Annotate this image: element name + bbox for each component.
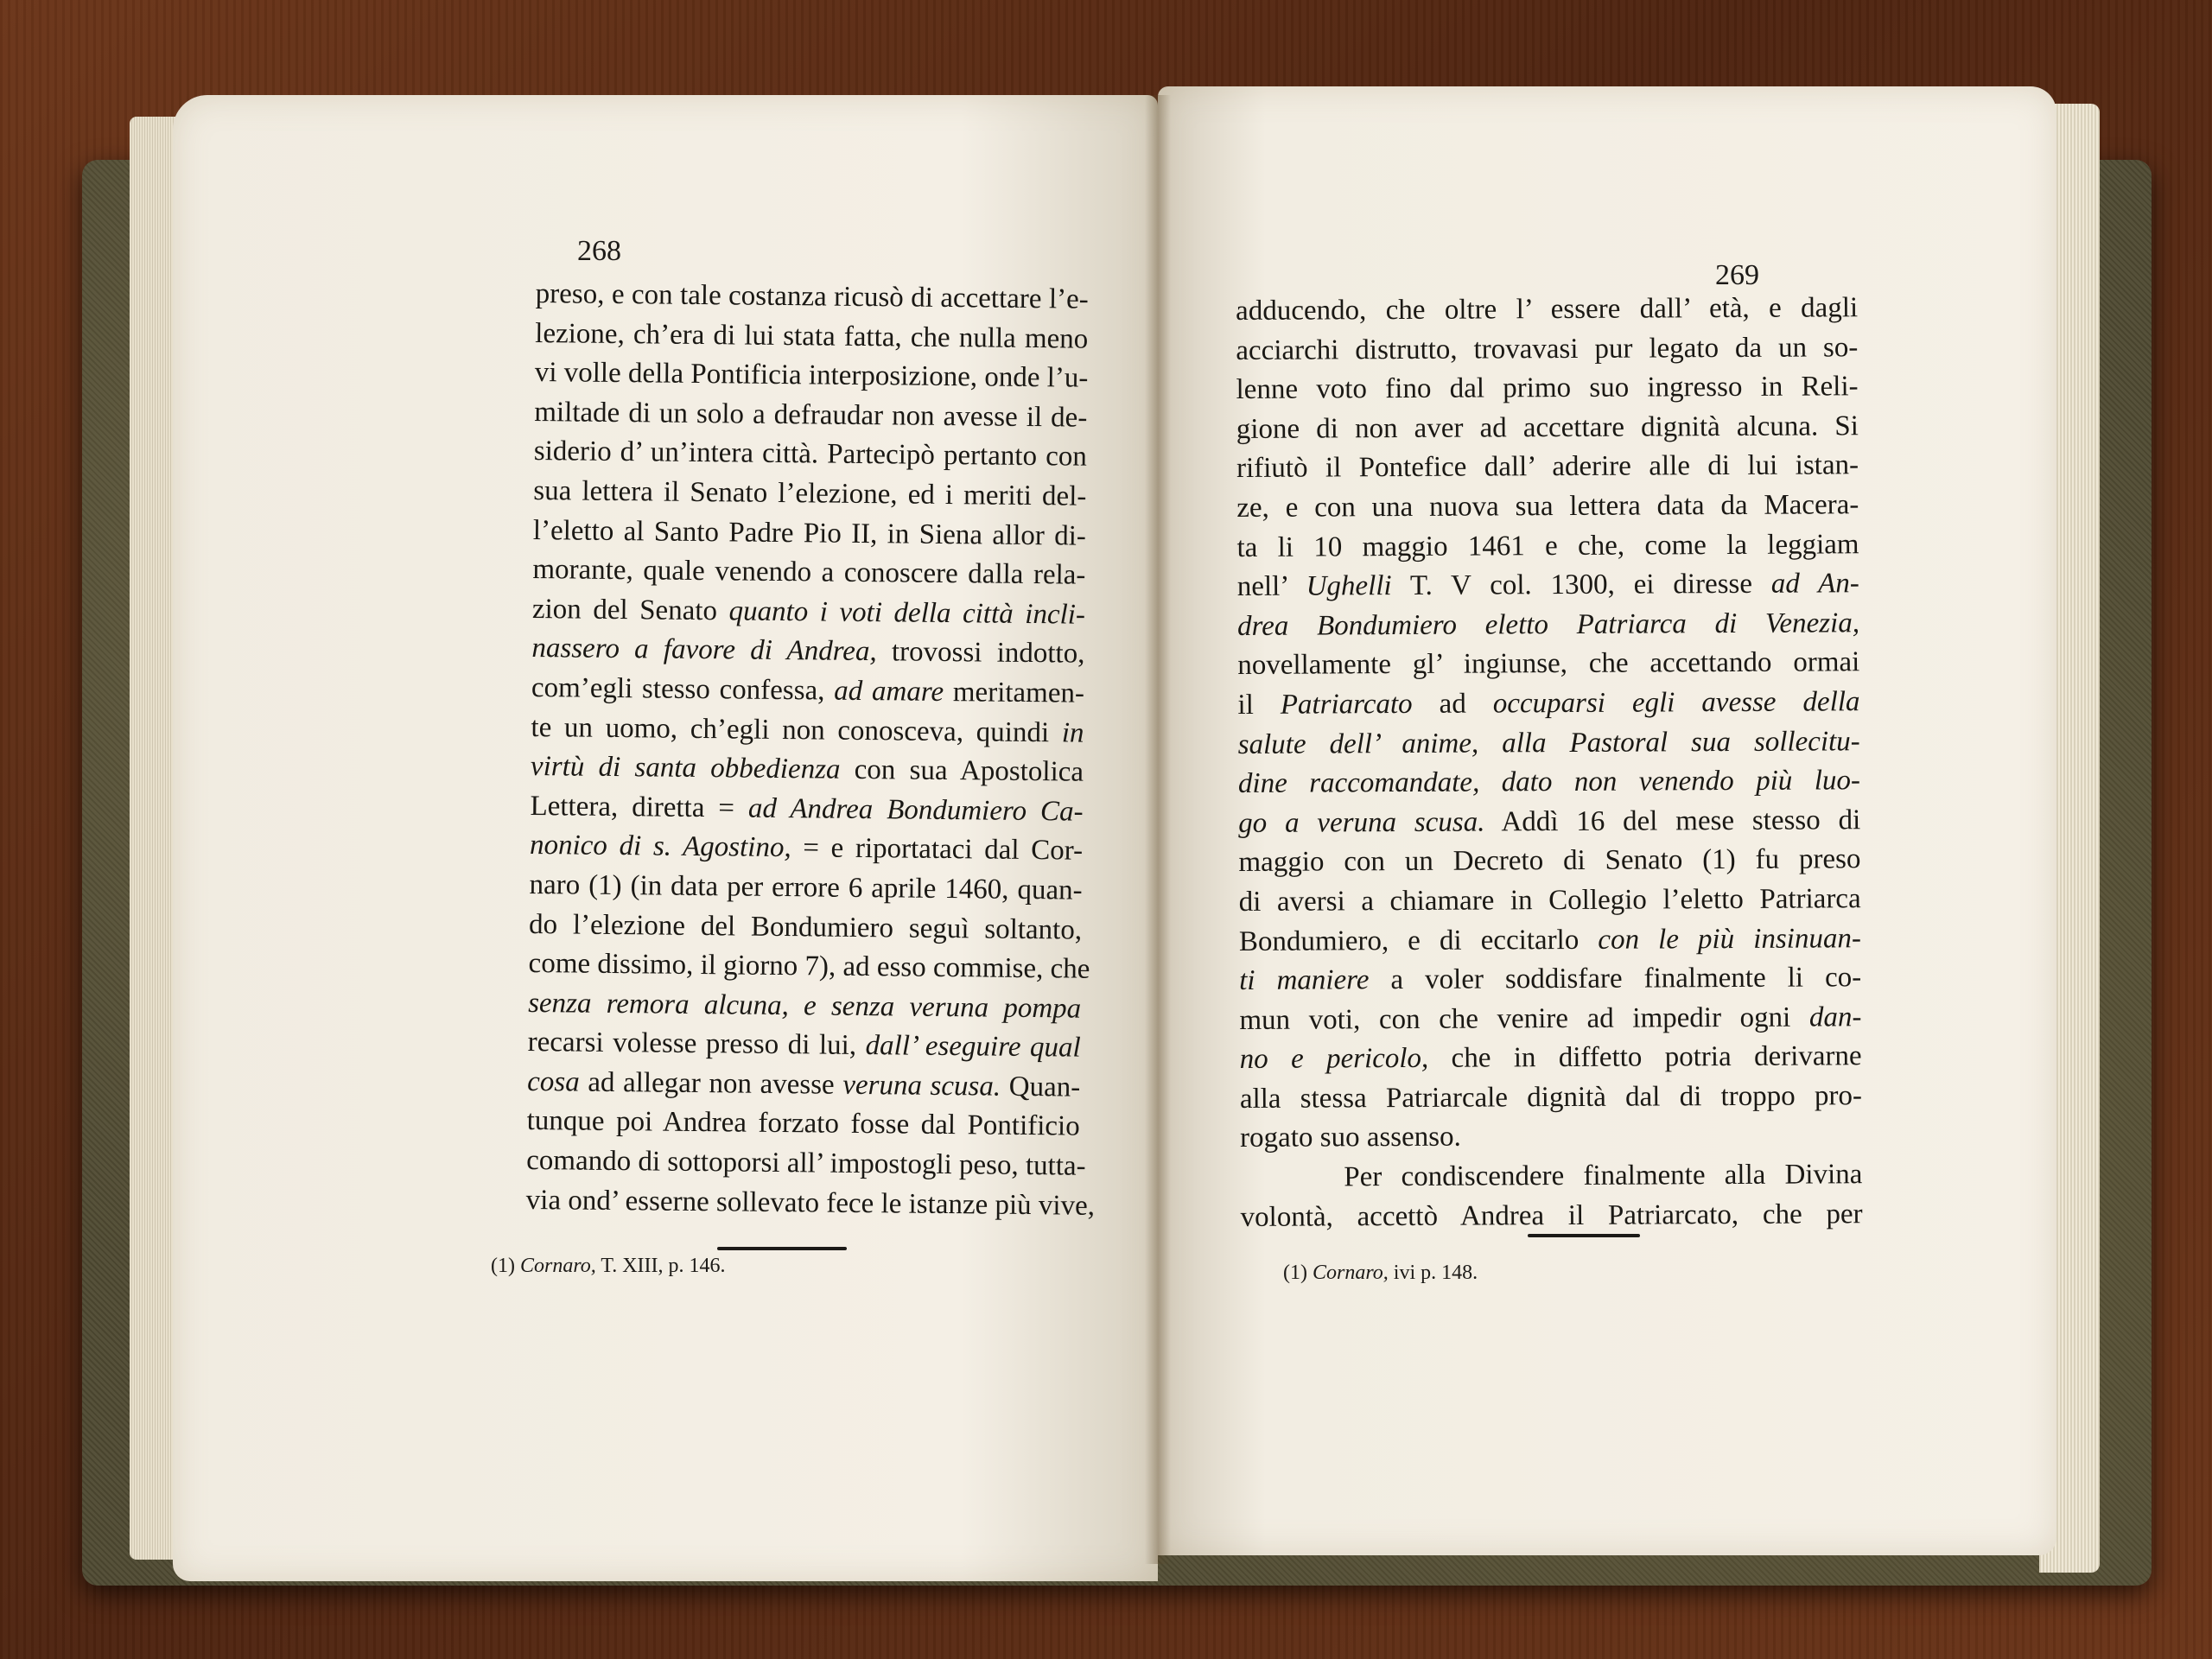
text-run: comando di sottoporsi all’ impostogli peso, tutta- xyxy=(526,1145,1086,1182)
text-run: Addì 16 del mese stesso di xyxy=(1484,804,1861,838)
text-run: Per condiscendere finalmente alla Divina xyxy=(1344,1159,1863,1193)
italic-run: dato non venendo più luo- xyxy=(1501,765,1861,798)
text-run: volontà, accettò Andrea il Patriarcato, che per xyxy=(1240,1198,1863,1233)
text-line xyxy=(1239,919,1861,962)
italic-run: virtù di santa obbedienza xyxy=(530,751,841,785)
text-run: il xyxy=(1237,689,1281,721)
italic-run: Cornaro, xyxy=(1312,1262,1389,1284)
text-run: alla stessa Patriarcale dignità dal di troppo pro- xyxy=(1239,1080,1862,1115)
text-run: naro (1) (in data per errore 6 aprile 1460, quan- xyxy=(529,868,1083,906)
text-run: ad allegar non avesse xyxy=(579,1066,843,1101)
text-line xyxy=(531,629,1084,674)
text-run: Quan- xyxy=(1000,1071,1081,1103)
italic-run: in xyxy=(1061,716,1084,749)
text-line xyxy=(528,944,1090,989)
text-run: maggio con un Decreto di Senato (1) fu preso xyxy=(1238,843,1861,879)
text-run: di aversi a chiamare in Collegio l’eletto Patriarca xyxy=(1238,883,1861,918)
text-line xyxy=(1238,841,1860,883)
text-run: T. V col. 1300, ei diresse xyxy=(1391,568,1771,602)
text-line xyxy=(528,984,1081,1029)
text-line xyxy=(1237,564,1859,607)
italic-run: senza remora alcuna, e senza veruna pompa xyxy=(527,987,1082,1025)
text-line xyxy=(1239,880,1861,922)
text-line xyxy=(534,393,1087,438)
text-run: novellamente gl’ ingiunse, che accettando ormai xyxy=(1237,646,1860,682)
text-line xyxy=(530,787,1083,832)
italic-run: Patriarcato xyxy=(1280,688,1413,721)
text-run: com’egli stesso confessa, xyxy=(531,671,835,707)
text-run: ze, e con una nuova sua lettera data da Macera- xyxy=(1236,489,1859,524)
text-line xyxy=(529,866,1082,911)
left-footnote xyxy=(491,1255,726,1278)
text-run: adducendo, che oltre l’ essere dall’ età, e dagli xyxy=(1236,292,1859,327)
text-line xyxy=(531,709,1084,753)
text-run: sua lettera il Senato l’elezione, ed i meriti del- xyxy=(533,474,1087,512)
text-line xyxy=(1240,1116,1862,1159)
text-line xyxy=(1237,644,1859,686)
italic-run: dine raccomandate, xyxy=(1237,766,1480,800)
text-run: ivi p. 148. xyxy=(1388,1262,1478,1284)
text-line xyxy=(1239,958,1861,1001)
text-run: come dissimo, il giorno 7), ad esso commise, che xyxy=(528,948,1090,985)
italic-run: no e pericolo, xyxy=(1239,1043,1429,1076)
italic-run: Cornaro, xyxy=(519,1255,596,1277)
text-run: zion del Senato xyxy=(531,593,729,627)
text-run: l’eletto al Santo Padre Pio II, in Siena allor di- xyxy=(532,514,1087,552)
text-line xyxy=(1237,683,1859,725)
text-line xyxy=(532,590,1085,635)
italic-run: Ughelli xyxy=(1306,570,1392,602)
text-line xyxy=(1240,1195,1862,1237)
text-line xyxy=(533,472,1086,517)
text-line xyxy=(1240,1037,1862,1079)
text-run: Lettera, diretta = xyxy=(530,790,749,824)
left-footnote-rule xyxy=(717,1247,847,1250)
text-line xyxy=(533,512,1086,556)
text-run: lenne voto fino dal primo suo ingresso in Reli- xyxy=(1236,371,1859,406)
text-line xyxy=(1236,447,1859,489)
italic-run: dall’ eseguire qual xyxy=(865,1030,1081,1064)
right-page-number: 269 xyxy=(1715,259,1759,291)
text-line xyxy=(527,1023,1080,1068)
text-run: (1) xyxy=(1283,1262,1313,1284)
text-run: lezione, ch’era di lui stata fatta, che nulla meno xyxy=(535,317,1089,355)
text-run xyxy=(1479,767,1502,798)
right-page-body xyxy=(1236,289,1863,1237)
text-line xyxy=(1239,998,1861,1040)
text-run: ad xyxy=(1412,688,1493,720)
text-line xyxy=(531,747,1084,792)
italic-run: cosa xyxy=(527,1065,580,1098)
text-line xyxy=(535,353,1088,398)
italic-run: veruna scusa. xyxy=(842,1069,1001,1103)
text-run: preso, e con tale costanza ricusò di accettare l’e- xyxy=(535,277,1089,315)
text-run: vi volle della Pontificia interposizione, onde l’u- xyxy=(534,357,1089,394)
text-run: via ond’ esserne sollevato fece le istanze più vive, xyxy=(525,1184,1096,1222)
text-line xyxy=(527,1063,1080,1108)
text-line xyxy=(1240,1155,1862,1198)
italic-run: ti maniere xyxy=(1239,964,1370,997)
text-run: miltade di un solo a defraudar non avesse il de- xyxy=(534,396,1088,434)
text-line xyxy=(1238,761,1860,804)
text-run: gione di non aver ad accettare dignità alcuna. Si xyxy=(1236,410,1859,445)
italic-run: quanto i voti della città incli- xyxy=(728,595,1086,631)
italic-run: nassero a favore di Andrea, xyxy=(531,632,877,668)
text-run: ta li 10 maggio 1461 e che, come la leggiam xyxy=(1236,528,1859,563)
text-run: nell’ xyxy=(1236,570,1306,603)
left-page-number: 268 xyxy=(577,235,621,267)
text-run: che in diffetto potria derivarne xyxy=(1428,1040,1862,1075)
text-line xyxy=(1236,407,1859,449)
text-run: con sua Apostolica xyxy=(840,753,1084,788)
text-run: rifiutò il Pontefice dall’ aderire alle di lui istan- xyxy=(1236,449,1859,485)
text-line xyxy=(526,1102,1079,1147)
italic-run: ad An- xyxy=(1770,568,1859,600)
book-gutter xyxy=(1145,95,1171,1564)
text-line xyxy=(534,432,1087,477)
text-run: rogato suo assenso. xyxy=(1240,1122,1461,1154)
italic-run: ad Andrea Bondumiero Ca- xyxy=(747,792,1084,828)
italic-run: go a veruna scusa. xyxy=(1238,806,1485,839)
italic-run: salute dell’ anime, alla Pastoral sua sollecitu- xyxy=(1237,725,1860,760)
right-footnote-rule xyxy=(1528,1234,1640,1237)
text-run: trovossi indotto, xyxy=(876,636,1085,671)
text-line xyxy=(1240,1077,1862,1119)
text-run: a voler soddisfare finalmente li co- xyxy=(1369,962,1862,996)
text-line xyxy=(1236,328,1858,371)
text-line xyxy=(526,1141,1086,1186)
text-run: siderio d’ un’intera città. Partecipò pertanto con xyxy=(533,435,1088,474)
text-run: T. XIII, p. 146. xyxy=(595,1255,726,1277)
text-run: tunque poi Andrea forzato fosse dal Pontificio xyxy=(526,1105,1080,1143)
text-run: meritamen- xyxy=(943,676,1085,709)
text-line xyxy=(1236,289,1858,331)
text-line xyxy=(536,275,1089,320)
text-run: morante, quale venendo a conoscere dalla rela- xyxy=(532,554,1086,591)
text-line xyxy=(1236,486,1859,528)
text-line xyxy=(530,826,1083,871)
text-line xyxy=(1238,722,1860,765)
text-line xyxy=(525,1181,1096,1226)
text-line xyxy=(1236,525,1859,568)
text-line xyxy=(535,315,1088,359)
text-run: = e riportataci dal Cor- xyxy=(791,832,1084,867)
left-page-body xyxy=(525,275,1096,1226)
text-line xyxy=(531,669,1084,714)
text-line xyxy=(529,905,1082,950)
text-line xyxy=(1238,801,1860,843)
italic-run: occuparsi egli avesse della xyxy=(1492,686,1860,720)
text-line xyxy=(1237,604,1859,646)
italic-run: ad amare xyxy=(834,675,944,708)
italic-run: dan- xyxy=(1808,1001,1862,1033)
text-run: Bondumiero, e di eccitarlo xyxy=(1238,924,1599,957)
text-run: do l’elezione del Bondumiero seguì soltanto, xyxy=(528,908,1083,946)
italic-run: con le più insinuan- xyxy=(1598,922,1862,956)
text-run: recarsi volesse presso di lui, xyxy=(527,1027,866,1062)
text-run: te un uomo, ch’egli non conosceva, quindi xyxy=(531,711,1063,748)
right-footnote xyxy=(1283,1262,1478,1285)
italic-run: nonico di s. Agostino, xyxy=(529,830,791,864)
text-run: mun voti, con che venire ad impedir ogni xyxy=(1239,1001,1809,1036)
text-run: (1) xyxy=(491,1255,520,1277)
text-run: acciarchi distrutto, trovavasi pur legato da un so- xyxy=(1236,331,1859,366)
text-line xyxy=(1236,367,1858,410)
italic-run: drea Bondumiero eletto Patriarca di Venezia, xyxy=(1236,607,1860,642)
text-line xyxy=(532,550,1085,595)
